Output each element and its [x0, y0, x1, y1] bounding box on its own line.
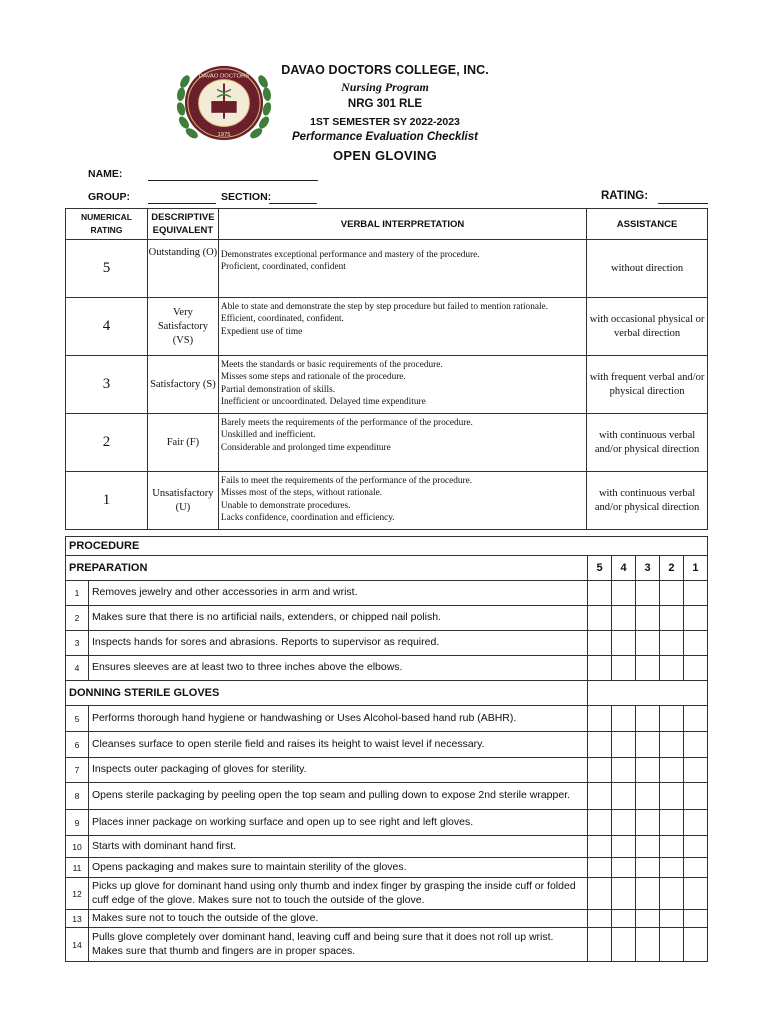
score-cell-3[interactable]: [636, 858, 660, 878]
step-text: Cleanses surface to open sterile field and raises its height to waist level if necessary.: [88, 732, 587, 758]
step-text: Picks up glove for dominant hand using only thumb and index finger by grasping the inside cuff or folded cuff edge of the glove. Makes sure not to touch the outside of the glove.: [88, 878, 587, 910]
college-name: DAVAO DOCTORS COLLEGE, INC.: [281, 63, 489, 77]
step-text: Opens sterile packaging by peeling open the top seam and pulling down to expose 2nd sterile wrapper.: [88, 783, 587, 810]
step-text: Makes sure not to touch the outside of the glove.: [88, 910, 587, 928]
procedure-heading: PROCEDURE: [66, 537, 708, 556]
step-number: 12: [66, 878, 89, 910]
score-col-5: 5: [588, 556, 612, 581]
semester-label: 1ST SEMESTER SY 2022-2023: [310, 116, 460, 128]
score-cell-5[interactable]: [588, 858, 612, 878]
rating-num: 4: [66, 298, 148, 356]
rating-field[interactable]: [658, 203, 708, 204]
step-number: 6: [66, 732, 89, 758]
score-cell-1[interactable]: [683, 783, 707, 810]
step-text: Ensures sleeves are at least two to three inches above the elbows.: [88, 656, 587, 681]
table-row: [66, 581, 708, 606]
program-name: Nursing Program: [341, 80, 429, 94]
rating-scale-table: [65, 208, 708, 530]
score-cell-4[interactable]: [612, 928, 636, 962]
score-cell-4[interactable]: [612, 631, 636, 656]
step-text: Opens packaging and makes sure to maintain sterility of the gloves.: [88, 858, 587, 878]
score-cell-3[interactable]: [636, 656, 660, 681]
score-cell-2[interactable]: [660, 783, 684, 810]
rating-label: RATING:: [601, 190, 649, 202]
table-row: [66, 858, 708, 878]
table-row: [66, 910, 708, 928]
score-cell-3[interactable]: [636, 810, 660, 836]
score-cell-2[interactable]: [660, 581, 684, 606]
table-row: [66, 606, 708, 631]
step-number: 9: [66, 810, 89, 836]
group-field[interactable]: [148, 203, 216, 204]
score-cell-1[interactable]: [683, 928, 707, 962]
rating-row: [66, 356, 708, 414]
step-number: 7: [66, 758, 89, 783]
score-cell-4[interactable]: [612, 581, 636, 606]
rating-num: 1: [66, 472, 148, 530]
score-cell-2[interactable]: [660, 810, 684, 836]
step-text: Makes sure that there is no artificial nails, extenders, or chipped nail polish.: [88, 606, 587, 631]
step-text: Inspects hands for sores and abrasions. Reports to supervisor as required.: [88, 631, 587, 656]
step-number: 13: [66, 910, 89, 928]
course-code: NRG 301 RLE: [347, 98, 423, 110]
score-cell-3[interactable]: [636, 732, 660, 758]
score-cell-2[interactable]: [660, 631, 684, 656]
checklist-title: Performance Evaluation Checklist: [292, 131, 478, 143]
step-text: Inspects outer packaging of gloves for sterility.: [88, 758, 587, 783]
rating-desc: Satisfactory (S): [147, 356, 218, 414]
table-row: [66, 732, 708, 758]
score-cell-2[interactable]: [660, 878, 684, 910]
rating-assist: with frequent verbal and/or physical direction: [587, 356, 708, 414]
score-cell-1[interactable]: [683, 706, 707, 732]
header-descriptive-equivalent: DESCRIPTIVE EQUIVALENT: [147, 209, 218, 240]
table-row: [66, 656, 708, 681]
score-cell-1[interactable]: [683, 878, 707, 910]
step-number: 5: [66, 706, 89, 732]
step-number: 10: [66, 836, 89, 858]
score-cell-1[interactable]: [683, 858, 707, 878]
score-cell-3[interactable]: [636, 706, 660, 732]
rating-num: 2: [66, 414, 148, 472]
score-cell-3[interactable]: [636, 928, 660, 962]
score-cell-5[interactable]: [588, 910, 612, 928]
rating-row: [66, 298, 708, 356]
score-cell-3[interactable]: [636, 581, 660, 606]
score-cell-5[interactable]: [588, 606, 612, 631]
score-cell-3[interactable]: [636, 836, 660, 858]
score-cell-1[interactable]: [683, 656, 707, 681]
score-cell-5[interactable]: [588, 631, 612, 656]
step-text: Removes jewelry and other accessories in arm and wrist.: [88, 581, 587, 606]
donning-heading: DONNING STERILE GLOVES: [66, 681, 588, 706]
score-cell-4[interactable]: [612, 836, 636, 858]
name-field[interactable]: [148, 180, 318, 181]
score-cell-4[interactable]: [612, 910, 636, 928]
step-number: 11: [66, 858, 89, 878]
table-row: [66, 836, 708, 858]
header-numerical-rating: NUMERICAL RATING: [66, 209, 148, 240]
score-cell-1[interactable]: [683, 910, 707, 928]
score-cell-1[interactable]: [683, 758, 707, 783]
rating-interp: Able to state and demonstrate the step by step procedure but failed to mention rationale. Efficient, coordinated, confident. Expedient use of time: [218, 298, 586, 356]
score-cell-3[interactable]: [636, 606, 660, 631]
rating-num: 3: [66, 356, 148, 414]
group-label: GROUP:: [88, 191, 130, 203]
rating-assist: without direction: [587, 240, 708, 298]
score-cell-1[interactable]: [683, 836, 707, 858]
step-number: 8: [66, 783, 89, 810]
score-cell-3[interactable]: [636, 783, 660, 810]
score-cell-5[interactable]: [588, 810, 612, 836]
score-cell-5[interactable]: [588, 783, 612, 810]
step-number: 2: [66, 606, 89, 631]
rating-assist: with continuous verbal and/or physical direction: [587, 472, 708, 530]
header-verbal-interpretation: VERBAL INTERPRETATION: [218, 209, 586, 240]
svg-text:1975: 1975: [217, 132, 231, 139]
rating-desc: Unsatisfactory (U): [147, 472, 218, 530]
score-col-4: 4: [612, 556, 636, 581]
name-label: NAME:: [88, 168, 123, 180]
table-row: [66, 706, 708, 732]
table-row: [66, 783, 708, 810]
college-seal-icon: [175, 62, 273, 146]
score-cell-2[interactable]: [660, 858, 684, 878]
procedure-title: OPEN GLOVING: [332, 148, 437, 163]
score-cell-3[interactable]: [636, 631, 660, 656]
score-col-2: 2: [660, 556, 684, 581]
procedure-checklist-table: [65, 536, 708, 962]
score-cell-4[interactable]: [612, 732, 636, 758]
score-cell-2[interactable]: [660, 606, 684, 631]
table-row: [66, 631, 708, 656]
step-text: Pulls glove completely over dominant hand, leaving cuff and being sure that it does not roll up wrist. Makes sure that thumb and fingers are in proper spaces.: [88, 928, 587, 962]
score-cell-4[interactable]: [612, 656, 636, 681]
score-cell-3[interactable]: [636, 910, 660, 928]
score-cell-5[interactable]: [588, 928, 612, 962]
donning-heading-blank: [588, 681, 708, 706]
rating-interp: Barely meets the requirements of the performance of the procedure. Unskilled and inefficient. Considerable and prolonged time expenditure: [218, 414, 586, 472]
score-cell-5[interactable]: [588, 878, 612, 910]
score-cell-4[interactable]: [612, 858, 636, 878]
score-cell-4[interactable]: [612, 783, 636, 810]
score-cell-3[interactable]: [636, 878, 660, 910]
score-cell-1[interactable]: [683, 606, 707, 631]
rating-desc: Very Satisfactory (VS): [147, 298, 218, 356]
rating-interp: Fails to meet the requirements of the performance of the procedure. Misses most of the steps, without rationale. Unable to demonstrate procedures. Lacks confidence, coordination and efficiency.: [218, 472, 586, 530]
rating-desc: Outstanding (O): [147, 240, 218, 298]
preparation-heading: PREPARATION: [66, 556, 588, 581]
score-cell-2[interactable]: [660, 706, 684, 732]
table-row: [66, 928, 708, 962]
rating-assist: with occasional physical or verbal direction: [587, 298, 708, 356]
step-number: 4: [66, 656, 89, 681]
rating-interp: Demonstrates exceptional performance and mastery of the procedure. Proficient, coordinated, confident: [218, 240, 586, 298]
section-label: SECTION:: [221, 191, 272, 203]
rating-row: [66, 414, 708, 472]
score-cell-2[interactable]: [660, 656, 684, 681]
step-text: Starts with dominant hand first.: [88, 836, 587, 858]
score-cell-4[interactable]: [612, 758, 636, 783]
section-field[interactable]: [269, 203, 317, 204]
score-cell-2[interactable]: [660, 836, 684, 858]
score-cell-1[interactable]: [683, 581, 707, 606]
header-assistance: ASSISTANCE: [587, 209, 708, 240]
table-row: [66, 810, 708, 836]
step-number: 3: [66, 631, 89, 656]
step-text: Performs thorough hand hygiene or handwashing or Uses Alcohol-based hand rub (ABHR).: [88, 706, 587, 732]
score-cell-5[interactable]: [588, 758, 612, 783]
table-row: [66, 758, 708, 783]
step-number: 14: [66, 928, 89, 962]
score-cell-1[interactable]: [683, 810, 707, 836]
rating-row: [66, 240, 708, 298]
score-cell-2[interactable]: [660, 732, 684, 758]
score-cell-4[interactable]: [612, 606, 636, 631]
score-cell-5[interactable]: [588, 732, 612, 758]
rating-assist: with continuous verbal and/or physical direction: [587, 414, 708, 472]
rating-interp: Meets the standards or basic requirements of the procedure. Misses some steps and rationale of the procedure. Partial demonstration of skills. Inefficient or uncoordinated. Delayed time expenditure: [218, 356, 586, 414]
score-cell-5[interactable]: [588, 706, 612, 732]
rating-desc: Fair (F): [147, 414, 218, 472]
score-cell-2[interactable]: [660, 928, 684, 962]
score-cell-5[interactable]: [588, 656, 612, 681]
score-cell-4[interactable]: [612, 810, 636, 836]
score-cell-4[interactable]: [612, 706, 636, 732]
score-cell-2[interactable]: [660, 758, 684, 783]
rating-num: 5: [66, 240, 148, 298]
score-cell-1[interactable]: [683, 631, 707, 656]
score-col-1: 1: [683, 556, 707, 581]
score-cell-5[interactable]: [588, 836, 612, 858]
step-number: 1: [66, 581, 89, 606]
score-cell-5[interactable]: [588, 581, 612, 606]
table-row: [66, 878, 708, 910]
score-cell-4[interactable]: [612, 878, 636, 910]
score-cell-1[interactable]: [683, 732, 707, 758]
rating-row: [66, 472, 708, 530]
score-cell-3[interactable]: [636, 758, 660, 783]
svg-text:DAVAO DOCTORS: DAVAO DOCTORS: [198, 73, 250, 80]
score-cell-2[interactable]: [660, 910, 684, 928]
score-col-3: 3: [636, 556, 660, 581]
step-text: Places inner package on working surface and open up to see right and left gloves.: [88, 810, 587, 836]
